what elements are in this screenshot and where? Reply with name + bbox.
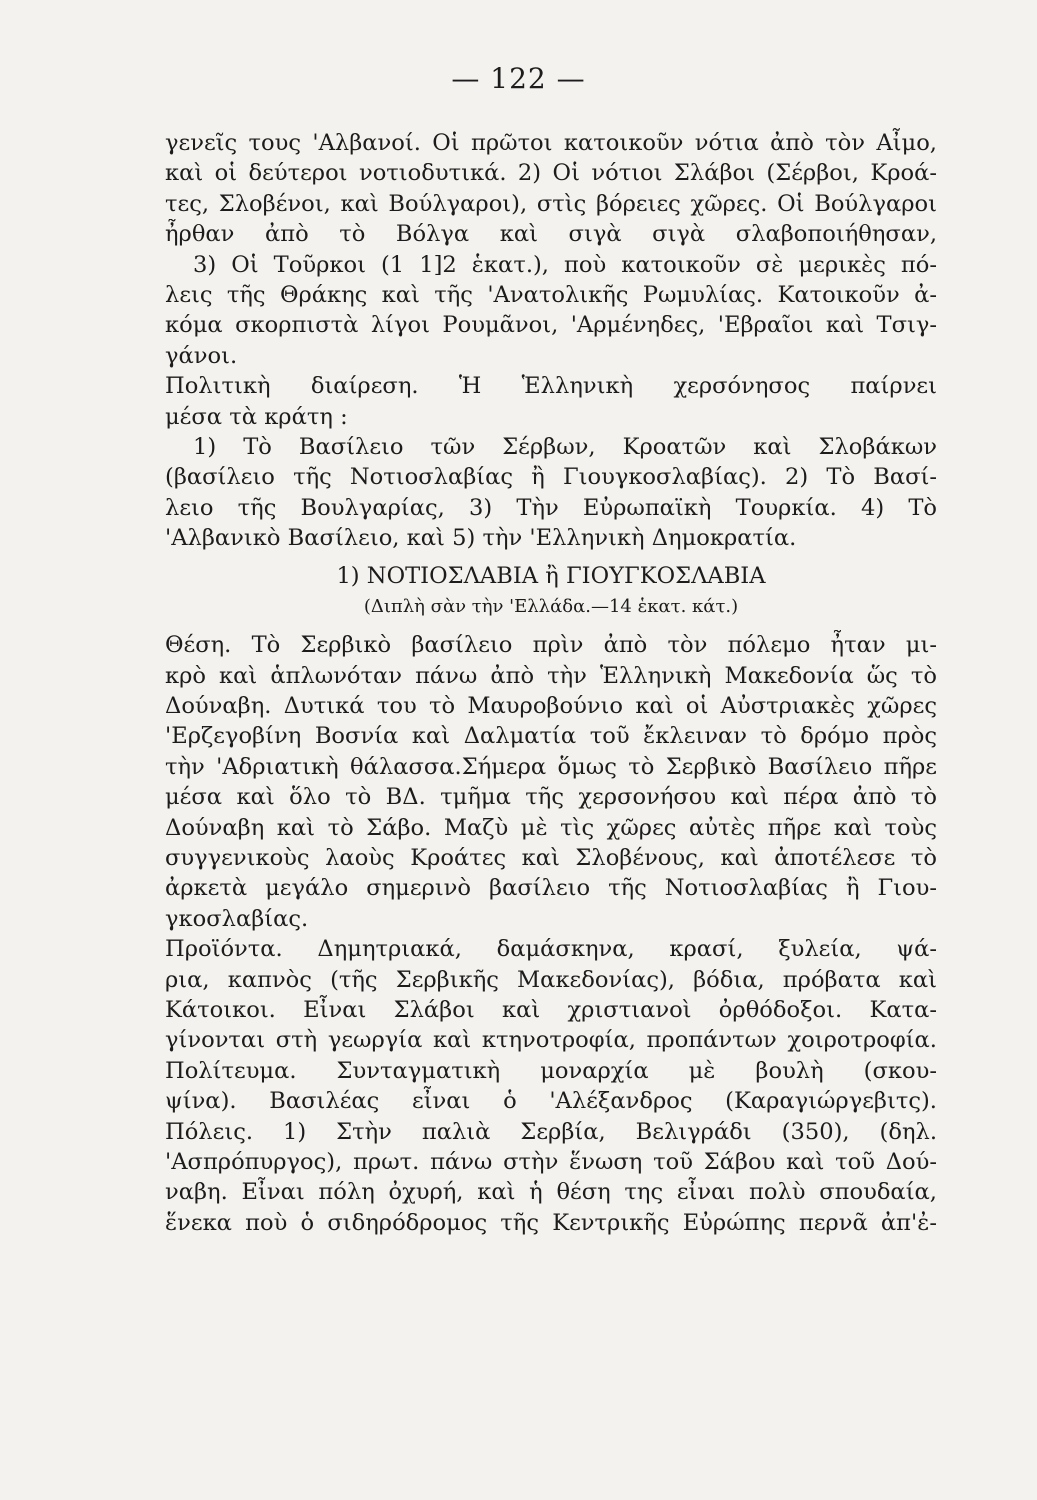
text-line: Προϊόντα. Δημητριακά, δαμάσκηνα, κρασί, ξυλεία, ψά- xyxy=(165,936,937,963)
text-line: μέσα τὰ κράτη : xyxy=(165,403,348,430)
text-line: γκοσλαβίας. xyxy=(165,905,309,932)
text-line: (βασίλειο τῆς Νοτιοσλαβίας ἢ Γιουγκοσλαβίας). 2) Τὸ Βασί- xyxy=(165,464,937,491)
text-line: Πολιτικὴ διαίρεση. Ἡ Ἑλληνικὴ χερσόνησος παίρνει xyxy=(165,373,937,400)
text-line: Κάτοικοι. Εἶναι Σλάβοι καὶ χριστιανοὶ ὀρθόδοξοι. Κατα- xyxy=(165,996,937,1023)
text-line: γάνοι. xyxy=(165,342,238,369)
text-line: 1) Τὸ Βασίλειο τῶν Σέρβων, Κροατῶν καὶ Σλοβάκων xyxy=(193,433,937,460)
section-subheading: (Διπλὴ σὰν τὴν 'Ελλάδα.—14 ἑκατ. κάτ.) xyxy=(363,595,739,617)
text-line: γενεῖς τους 'Αλβανοί. Οἱ πρῶτοι κατοικοῦν νότια ἀπὸ τὸν Αἶμο, xyxy=(165,130,937,156)
text-line: 'Ερζεγοβίνη Βοσνία καὶ Δαλματία τοῦ ἔκλειναν τὸ δρόμο πρὸς xyxy=(165,723,937,750)
text-line: Δούναβη. Δυτικά του τὸ Μαυροβούνιο καὶ οἱ Αὐστριακὲς χῶρες xyxy=(165,693,937,720)
text-line: μέσα καὶ ὅλο τὸ ΒΔ. τμῆμα τῆς χερσονήσου καὶ πέρα ἀπὸ τὸ xyxy=(165,784,937,811)
text-line: ἕνεκα ποὺ ὁ σιδηρόδρομος τῆς Κεντρικῆς Εὐρώπης περνᾶ ἀπ'ἐ- xyxy=(165,1209,937,1236)
text-line: 'Αλβανικὸ Βασίλειο, καὶ 5) τὴν 'Ελληνικὴ Δημοκρατία. xyxy=(165,525,797,552)
section-gap xyxy=(165,553,937,561)
text-line: λεις τῆς Θράκης καὶ τῆς 'Ανατολικῆς Ρωμυλίας. Κατοικοῦν ἀ- xyxy=(165,281,937,308)
text-line: κρὸ καὶ ἁπλωνόταν πάνω ἀπὸ τὴν Ἑλληνικὴ Μακεδονία ὥς τὸ xyxy=(165,662,937,689)
text-line: Δούναβη καὶ τὸ Σάβο. Μαζὺ μὲ τὶς χῶρες αὐτὲς πῆρε καὶ τοὺς xyxy=(165,814,937,841)
text-line: κόμα σκορπιστὰ λίγοι Ρουμᾶνοι, 'Αρμένηδες, 'Εβραῖοι καὶ Τσιγ- xyxy=(165,312,937,339)
text-line: λειο τῆς Βουλγαρίας, 3) Τὴν Εὐρωπαϊκὴ Τουρκία. 4) Τὸ xyxy=(165,494,937,521)
text-line: ἀρκετὰ μεγάλο σημερινὸ βασίλειο τῆς Νοτιοσλαβίας ἢ Γιου- xyxy=(165,875,937,902)
text-line: ψίνα). Βασιλέας εἶναι ὁ 'Αλέξανδρος (Καραγιώργεβιτς). xyxy=(165,1088,937,1115)
section-gap xyxy=(165,622,937,630)
text-line: καὶ οἱ δεύτεροι νοτιοδυτικά. 2) Οἱ νότιοι Σλάβοι (Σέρβοι, Κροά- xyxy=(165,160,937,187)
text-line: συγγενικοὺς λαοὺς Κροάτες καὶ Σλοβένους, καὶ ἀποτέλεσε τὸ xyxy=(165,844,937,871)
text-line: 'Ασπρόπυργος), πρωτ. πάνω στὴν ἕνωση τοῦ Σάβου καὶ τοῦ Δού- xyxy=(165,1148,937,1175)
text-line: Πολίτευμα. Συνταγματικὴ μοναρχία μὲ βουλὴ (σκου- xyxy=(165,1057,937,1084)
text-line: ἦρθαν ἀπὸ τὸ Βόλγα καὶ σιγὰ σιγὰ σλαβοποιήθησαν, xyxy=(165,221,937,248)
text-line: ρια, καπνὸς (τῆς Σερβικῆς Μακεδονίας), βόδια, πρόβατα καὶ xyxy=(165,966,937,993)
text-line: Θέση. Τὸ Σερβικὸ βασίλειο πρὶν ἀπὸ τὸν πόλεμο ἦταν μι- xyxy=(165,632,937,659)
text-line: ναβη. Εἶναι πόλη ὀχυρή, καὶ ἡ θέση της εἶναι πολὺ σπουδαία, xyxy=(165,1179,937,1206)
body-text xyxy=(165,128,937,1238)
text-line: τὴν 'Αδριατικὴ θάλασσα.Σήμερα ὅμως τὸ Σερβικὸ Βασίλειο πῆρε xyxy=(165,753,937,780)
page-number: — 122 — xyxy=(451,62,586,95)
text-line: τες, Σλοβένοι, καὶ Βούλγαροι), στὶς βόρειες χῶρες. Οἱ Βούλγαροι xyxy=(165,190,937,217)
text-line: Πόλεις. 1) Στὴν παλιὰ Σερβία, Βελιγράδι (350), (δηλ. xyxy=(165,1118,937,1145)
text-line: 3) Οἱ Τοῦρκοι (1 1]2 ἑκατ.), ποὺ κατοικοῦν σὲ μερικὲς πό- xyxy=(193,251,937,278)
text-line: γίνονται στὴ γεωργία καὶ κτηνοτροφία, προπάντων χοιροτροφία. xyxy=(165,1027,937,1054)
section-heading: 1) ΝΟΤΙΟΣΛΑΒΙΑ ἢ ΓΙΟΥΓΚΟΣΛΑΒΙΑ xyxy=(336,563,766,590)
